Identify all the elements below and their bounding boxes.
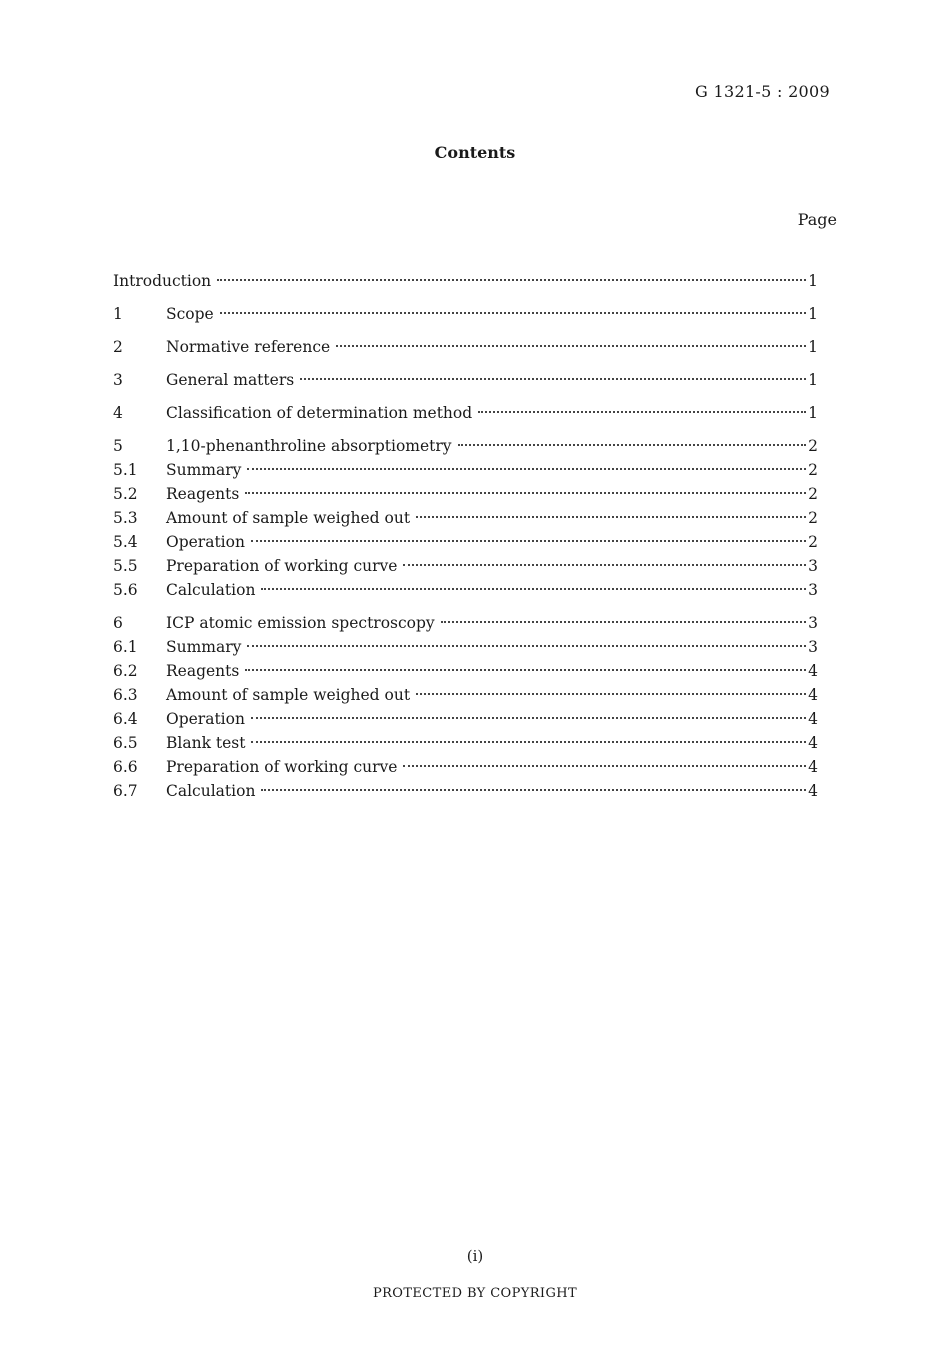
toc-entry-number: 3 xyxy=(113,371,123,389)
toc-entry-title: Operation xyxy=(166,710,245,728)
toc-entry-page: 2 xyxy=(808,533,818,551)
toc-entry-page: 1 xyxy=(808,338,818,356)
toc-entry-page: 2 xyxy=(808,485,818,503)
toc-dot-leader xyxy=(247,468,806,470)
toc-entry-title: Summary xyxy=(166,461,242,479)
document-id: G 1321-5 : 2009 xyxy=(695,82,830,101)
toc-dot-leader xyxy=(261,588,806,590)
toc-entry-page: 1 xyxy=(808,404,818,422)
toc-entry[interactable] xyxy=(113,485,818,509)
toc-entry[interactable] xyxy=(113,509,818,533)
toc-entry-number: 6.2 xyxy=(113,662,138,680)
toc-entry-number: 5.5 xyxy=(113,557,138,575)
toc-entry-title: Blank test xyxy=(166,734,246,752)
page-column-label: Page xyxy=(797,210,837,229)
toc-entry-page: 2 xyxy=(808,509,818,527)
toc-entry[interactable] xyxy=(113,557,818,581)
toc-entry-title: Reagents xyxy=(166,485,240,503)
toc-dot-leader xyxy=(261,789,806,791)
toc-entry-title: 1,10-phenanthroline absorptiometry xyxy=(166,437,452,455)
toc-entry[interactable] xyxy=(113,437,818,461)
toc-entry-page: 3 xyxy=(808,581,818,599)
toc-entry-title: Classification of determination method xyxy=(166,404,473,422)
toc-dot-leader xyxy=(245,669,806,671)
toc-entry-title: Calculation xyxy=(166,581,256,599)
toc-entry[interactable] xyxy=(113,371,818,395)
toc-dot-leader xyxy=(245,492,806,494)
toc-entry-title: Calculation xyxy=(166,782,256,800)
toc-dot-leader xyxy=(217,279,806,281)
toc-dot-leader xyxy=(416,516,806,518)
toc-entry-number: 4 xyxy=(113,404,123,422)
toc-entry-number: 5.2 xyxy=(113,485,138,503)
toc-entry-number: 6.1 xyxy=(113,638,138,656)
toc-dot-leader xyxy=(403,564,806,566)
toc-entry-page: 2 xyxy=(808,461,818,479)
toc-entry-number: 6.7 xyxy=(113,782,138,800)
toc-entry-title: Amount of sample weighed out xyxy=(166,509,411,527)
toc-entry-page: 3 xyxy=(808,638,818,656)
toc-dot-leader xyxy=(416,693,806,695)
toc-entry-number: 5.4 xyxy=(113,533,138,551)
toc-entry-page: 4 xyxy=(808,782,818,800)
toc-entry-number: 2 xyxy=(113,338,123,356)
toc-entry-title: Reagents xyxy=(166,662,240,680)
toc-dot-leader xyxy=(336,345,806,347)
toc-entry[interactable] xyxy=(113,461,818,485)
toc-entry-number: 5 xyxy=(113,437,123,455)
toc-entry[interactable] xyxy=(113,533,818,557)
toc-entry-number: 1 xyxy=(113,305,123,323)
toc-entry-page: 4 xyxy=(808,710,818,728)
toc-entry-page: 4 xyxy=(808,758,818,776)
table-of-contents xyxy=(113,272,818,806)
toc-entry-page: 2 xyxy=(808,437,818,455)
toc-entry-page: 3 xyxy=(808,614,818,632)
toc-dot-leader xyxy=(251,540,806,542)
toc-dot-leader xyxy=(251,717,806,719)
toc-entry[interactable] xyxy=(113,782,818,806)
toc-dot-leader xyxy=(441,621,806,623)
toc-entry-title: ICP atomic emission spectroscopy xyxy=(166,614,435,632)
page-number: (i) xyxy=(466,1247,484,1265)
toc-entry[interactable] xyxy=(113,734,818,758)
toc-entry[interactable] xyxy=(113,710,818,734)
toc-entry-page: 1 xyxy=(808,371,818,389)
toc-entry[interactable] xyxy=(113,638,818,662)
toc-entry-title: Operation xyxy=(166,533,245,551)
toc-entry-number: 5.6 xyxy=(113,581,138,599)
toc-entry[interactable] xyxy=(113,758,818,782)
toc-entry[interactable] xyxy=(113,662,818,686)
copyright-notice: PROTECTED BY COPYRIGHT xyxy=(372,1286,578,1301)
toc-entry-page: 1 xyxy=(808,305,818,323)
toc-entry-page: 4 xyxy=(808,662,818,680)
page-title: Contents xyxy=(434,143,516,162)
toc-dot-leader xyxy=(220,312,806,314)
toc-entry[interactable] xyxy=(113,404,818,428)
toc-entry[interactable] xyxy=(113,338,818,362)
toc-entry-number: 5.3 xyxy=(113,509,138,527)
toc-entry[interactable] xyxy=(113,305,818,329)
toc-entry[interactable] xyxy=(113,581,818,605)
toc-dot-leader xyxy=(403,765,806,767)
toc-dot-leader xyxy=(458,444,807,446)
toc-dot-leader xyxy=(251,741,806,743)
toc-entry-number: 5.1 xyxy=(113,461,138,479)
toc-entry-title: Preparation of working curve xyxy=(166,557,398,575)
toc-entry[interactable] xyxy=(113,686,818,710)
toc-entry-number: 6 xyxy=(113,614,123,632)
toc-entry-title: Summary xyxy=(166,638,242,656)
toc-entry-title: General matters xyxy=(166,371,295,389)
toc-entry-number: 6.3 xyxy=(113,686,138,704)
toc-entry-title: Amount of sample weighed out xyxy=(166,686,411,704)
toc-entry-title: Normative reference xyxy=(166,338,331,356)
toc-entry-page: 4 xyxy=(808,734,818,752)
toc-entry-number: 6.6 xyxy=(113,758,138,776)
toc-dot-leader xyxy=(478,411,806,413)
toc-entry-number: 6.4 xyxy=(113,710,138,728)
toc-entry-page: 1 xyxy=(808,272,818,290)
toc-entry-page: 4 xyxy=(808,686,818,704)
toc-dot-leader xyxy=(247,645,806,647)
toc-entry-title: Preparation of working curve xyxy=(166,758,398,776)
toc-entry-number: 6.5 xyxy=(113,734,138,752)
toc-entry[interactable] xyxy=(113,272,818,296)
toc-entry-title: Introduction xyxy=(113,272,212,290)
toc-dot-leader xyxy=(300,378,806,380)
toc-entry-page: 3 xyxy=(808,557,818,575)
toc-entry[interactable] xyxy=(113,614,818,638)
toc-entry-title: Scope xyxy=(166,305,214,323)
